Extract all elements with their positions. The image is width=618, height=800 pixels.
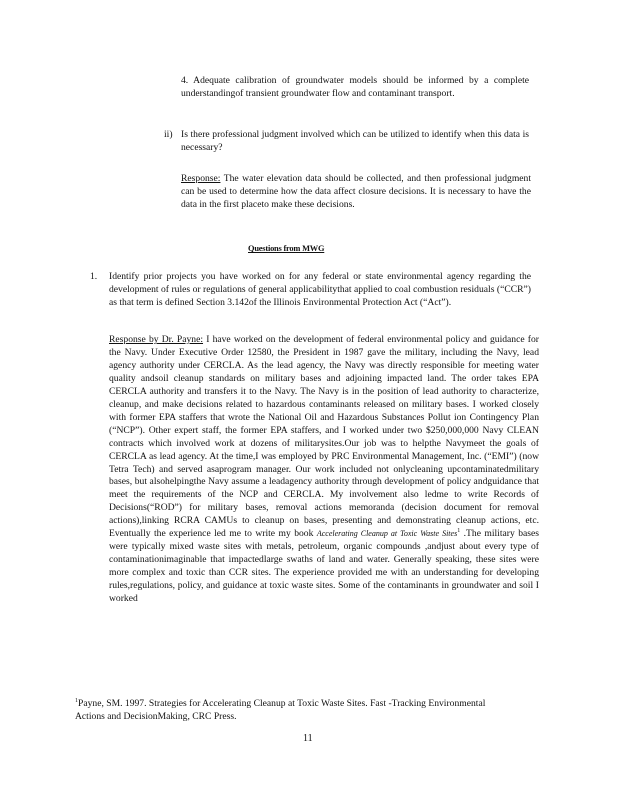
book-title: Accelerating Cleanup at Toxic Waste Sites <box>316 529 458 539</box>
question-1-paragraph <box>109 270 531 309</box>
question-ii-label: ii) <box>164 129 173 140</box>
section-heading: Questions from MWG <box>248 244 325 253</box>
response-1-paragraph <box>181 172 531 211</box>
response-1-text: The water elevation data should be collected, and then professional judgment can be used to determine how the data affect closure decisions. It is necessary to have the data in the first placeto make these decisions. <box>181 173 531 210</box>
footnote-mark: 1 <box>75 697 78 704</box>
question-ii-paragraph <box>181 128 529 154</box>
question-1-label: 1. <box>90 271 98 282</box>
question-ii-text: Is there professional judgment involved which can be utilized to identify when this data is necessary? <box>181 129 529 153</box>
response-2-label: Response by Dr. Payne: <box>109 334 204 345</box>
item-4-paragraph <box>181 74 529 100</box>
footnote-reference: 1 <box>457 528 461 535</box>
footnote-text: Payne, SM. 1997. Strategies for Accelerating Cleanup at Toxic Waste Sites. Fast -Tracking Environmental Actions and DecisionMaking, CRC Press. <box>75 698 486 722</box>
item-4-text: 4. Adequate calibration of groundwater models should be informed by a complete understandingof transient groundwater flow and contaminant transport. <box>181 75 529 99</box>
response-1-label: Response: <box>181 173 221 184</box>
response-2-text-a: I have worked on the development of federal environmental policy and guidance for the Navy. Under Executive Order 12580, the President in 1987 gave the military, including the Navy, lead agency authority under CERCLA. As the lead agency, the Navy was directly responsible for meeting water quality andsoil cleanup standards on military bases and adjoining impacted land. The order takes EPA CERCLA authority and transfers it to the Navy. The Navy is in the position of lead authority to characterize, cleanup, and make decisions related to hazardous contaminants released on military bases. I worked closely with former EPA staffers that wrote the National Oil and Hazardous Substances Pollut ion Contingency Plan (“NCP”). Other expert staff, the former EPA staffers, and I worked under two $250,000,000 Navy CLEAN contracts which involved work at dozens of militarysites.Our job was to helpthe Navymeet the goals of CERCLA as lead agency. At the time,I was employed by PRC Environmental Management, Inc. (“EMI”) (now Tetra Tech) and served asaprogram manager. Our work included not onlycleaning upcontaminatedmilitary bases, but alsohelpingthe Navy assume a leadagency authority through development of policy andguidance that meet the requirements of the NCP and CERCLA. My involvement also ledme to write Records of Decisions(“ROD”) for military bases, removal actions memoranda (decision document for removal actions),linking RCRA CAMUs to cleanup on bases, presenting and demonstrating cleanup actions, etc. Eventually the experience led me to write my book <box>109 334 539 540</box>
response-2-text-b: .The military bases were typically mixed waste sites with metals, petroleum, organic compounds ,andjust about every type of contaminationimaginable that impactedlarge swaths of land and water. Generally speaking, these sites were more complex and toxic than CCR sites. The experience provided me with an understanding for developing rules,regulations, policy, and guidance at toxic waste sites. Some of the contaminants in groundwater and soil I worked <box>109 528 539 605</box>
page-number: 11 <box>303 733 313 744</box>
response-2-paragraph <box>109 334 539 606</box>
question-1-text: Identify prior projects you have worked on for any federal or state environmental agency regarding the development of rules or regulations of general applicabilitythat applied to coal combustion residuals (“CCR”) as that term is defined Section 3.142of the Illinois Environmental Protection Act (“Act”). <box>109 271 531 308</box>
footnote <box>75 697 515 723</box>
